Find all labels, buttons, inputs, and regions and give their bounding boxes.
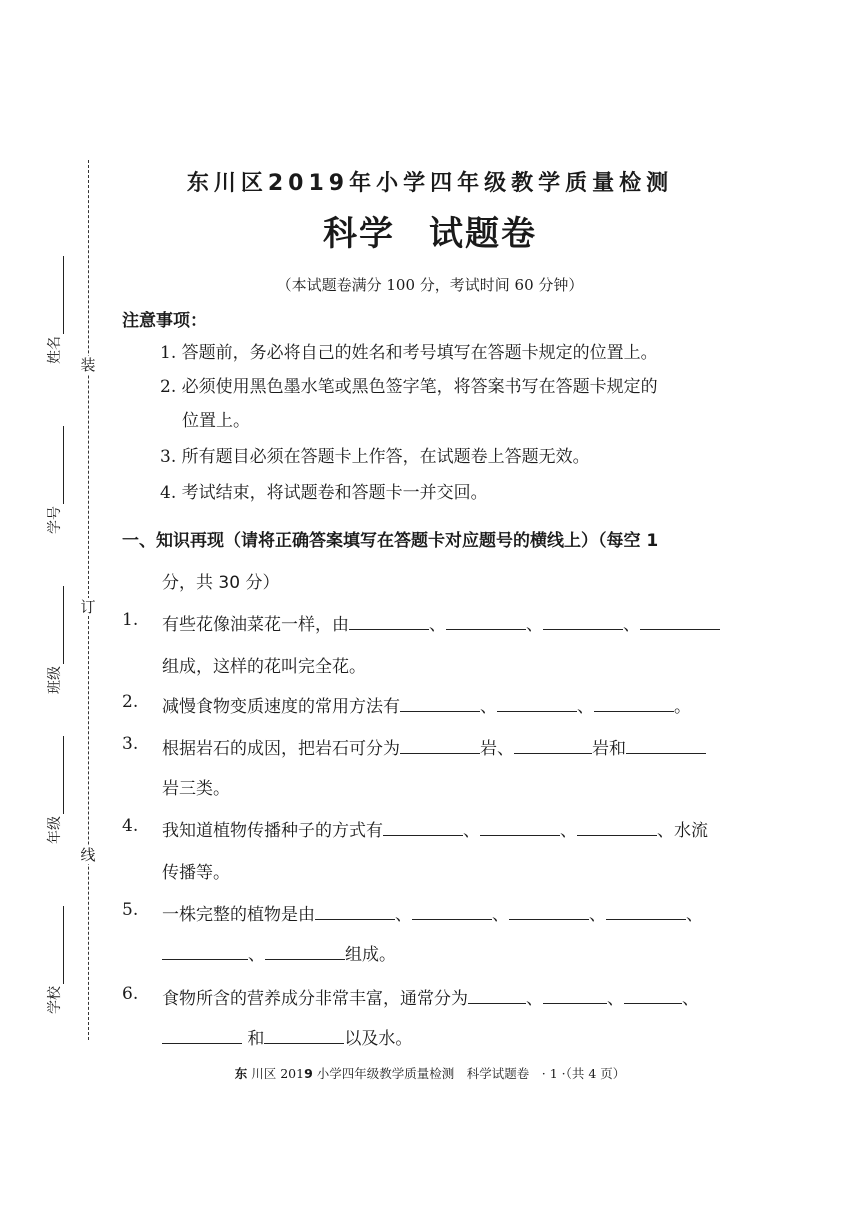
answer-blank[interactable] — [412, 904, 492, 920]
answer-blank[interactable] — [543, 614, 623, 630]
answer-blank[interactable] — [624, 988, 682, 1004]
question-4-line-1 — [162, 816, 708, 841]
school-underline[interactable] — [49, 906, 64, 984]
notice-heading: 注意事项： — [122, 311, 207, 331]
answer-blank[interactable] — [315, 904, 395, 920]
binding-mark-ding: 订 — [80, 598, 96, 616]
answer-blank[interactable] — [606, 904, 686, 920]
school-label: 学校 — [47, 986, 63, 1014]
page-footer — [0, 1064, 860, 1082]
answer-blank[interactable] — [514, 738, 592, 754]
question-1-line-1 — [162, 610, 720, 635]
q-text: 、 — [607, 989, 624, 1009]
q-text: 减慢食物变质速度的常用方法有 — [162, 697, 400, 717]
q-text: 我知道植物传播种子的方式有 — [162, 821, 383, 841]
question-4-line-2: 传播等。 — [162, 863, 230, 883]
q-text: 一株完整的植物是由 — [162, 905, 315, 925]
q-text: 以及水。 — [344, 1029, 413, 1049]
answer-blank[interactable] — [626, 738, 706, 754]
answer-blank[interactable] — [497, 696, 577, 712]
q-text: 、 — [248, 945, 265, 965]
answer-blank[interactable] — [400, 696, 480, 712]
answer-blank[interactable] — [640, 614, 720, 630]
binding-mark-zhuang: 装 — [80, 356, 96, 374]
q-text: 、 — [682, 989, 699, 1009]
footer-year-digit: 9 — [304, 1066, 313, 1081]
section-heading: 一、知识再现（请将正确答案填写在答题卡对应题号的横线上）（每空 1 — [122, 531, 659, 551]
question-number: 3. — [122, 734, 139, 754]
answer-blank[interactable] — [383, 820, 463, 836]
question-number: 5. — [122, 900, 139, 920]
question-1-line-2: 组成，这样的花叫完全花。 — [162, 657, 366, 677]
q-text: 、 — [526, 615, 543, 635]
q-text: 根据岩石的成因，把岩石可分为 — [162, 739, 400, 759]
q-text: 、 — [480, 697, 497, 717]
q-text: 有些花像油菜花一样，由 — [162, 615, 349, 635]
answer-blank[interactable] — [480, 820, 560, 836]
answer-blank[interactable] — [509, 904, 589, 920]
answer-blank[interactable] — [265, 944, 345, 960]
class-underline[interactable] — [49, 586, 64, 664]
answer-blank[interactable] — [468, 988, 526, 1004]
q-text: 、 — [560, 821, 577, 841]
answer-blank[interactable] — [543, 988, 607, 1004]
question-number: 6. — [122, 984, 139, 1004]
name-field[interactable] — [34, 250, 74, 370]
question-2-line-1 — [162, 692, 691, 717]
q-text: 、 — [492, 905, 509, 925]
q-text: 岩、 — [480, 739, 514, 759]
notice-item-4: 4. 考试结束，将试题卷和答题卡一并交回。 — [160, 483, 488, 503]
exam-info: （本试题卷满分 100 分，考试时间 60 分钟） — [276, 276, 584, 294]
question-6-line-1 — [162, 984, 699, 1009]
grade-underline[interactable] — [49, 736, 64, 814]
class-field[interactable] — [34, 580, 74, 700]
notice-item-1: 1. 答题前，务必将自己的姓名和考号填写在答题卡规定的位置上。 — [160, 343, 658, 363]
notice-item-3: 3. 所有题目必须在答题卡上作答，在试题卷上答题无效。 — [160, 447, 590, 467]
notice-item-2-cont: 位置上。 — [182, 411, 250, 431]
grade-field[interactable] — [34, 730, 74, 850]
name-underline[interactable] — [49, 256, 64, 334]
footer-text-1: 川区 201 — [251, 1066, 305, 1081]
q-text: 、 — [589, 905, 606, 925]
grade-label: 年级 — [47, 816, 63, 844]
q-text: 食物所含的营养成分非常丰富，通常分为 — [162, 989, 468, 1009]
q-text: 岩和 — [592, 739, 626, 759]
paper-title — [0, 206, 860, 255]
student-id-underline[interactable] — [49, 426, 64, 504]
answer-blank[interactable] — [446, 614, 526, 630]
question-6-line-2 — [162, 1024, 412, 1049]
student-id-field[interactable] — [34, 420, 74, 540]
name-label: 姓名 — [47, 336, 63, 364]
q-text: 。 — [674, 697, 691, 717]
student-id-label: 学号 — [47, 506, 63, 534]
subject-name: 科学 — [323, 214, 395, 254]
q-text: 、 — [395, 905, 412, 925]
notice-item-2: 2. 必须使用黑色墨水笔或黑色签字笔，将答案书写在答题卡规定的 — [160, 377, 658, 397]
answer-blank[interactable] — [400, 738, 480, 754]
q-text: 和 — [247, 1029, 265, 1049]
question-3-line-1 — [162, 734, 706, 759]
paper-type: 试题卷 — [429, 214, 537, 254]
answer-blank[interactable] — [264, 1028, 344, 1044]
question-number: 2. — [122, 692, 139, 712]
class-label: 班级 — [47, 666, 63, 694]
answer-blank[interactable] — [594, 696, 674, 712]
exam-title: 东川区2019年小学四年级教学质量检测 — [186, 171, 674, 196]
school-field[interactable] — [34, 900, 74, 1020]
answer-blank[interactable] — [577, 820, 657, 836]
q-text: 、 — [686, 905, 703, 925]
question-5-line-2 — [162, 940, 396, 965]
q-text: 、 — [577, 697, 594, 717]
answer-blank[interactable] — [349, 614, 429, 630]
footer-region: 东 — [234, 1066, 248, 1081]
q-text: 、 — [623, 615, 640, 635]
q-text: 、 — [463, 821, 480, 841]
section-heading-cont: 分，共 30 分） — [162, 573, 280, 593]
question-3-line-2: 岩三类。 — [162, 779, 230, 799]
q-text: 、 — [526, 989, 543, 1009]
q-text: 、 — [429, 615, 446, 635]
answer-blank[interactable] — [162, 1028, 242, 1044]
question-5-line-1 — [162, 900, 703, 925]
binding-mark-xian: 线 — [80, 846, 96, 864]
q-text: 、水流 — [657, 821, 708, 841]
question-number: 1. — [122, 610, 139, 630]
footer-text-2: 小学四年级教学质量检测 科学试题卷 · 1 ·（共 4 页） — [316, 1066, 626, 1081]
q-text: 组成。 — [345, 945, 396, 965]
answer-blank[interactable] — [162, 944, 248, 960]
question-number: 4. — [122, 816, 139, 836]
